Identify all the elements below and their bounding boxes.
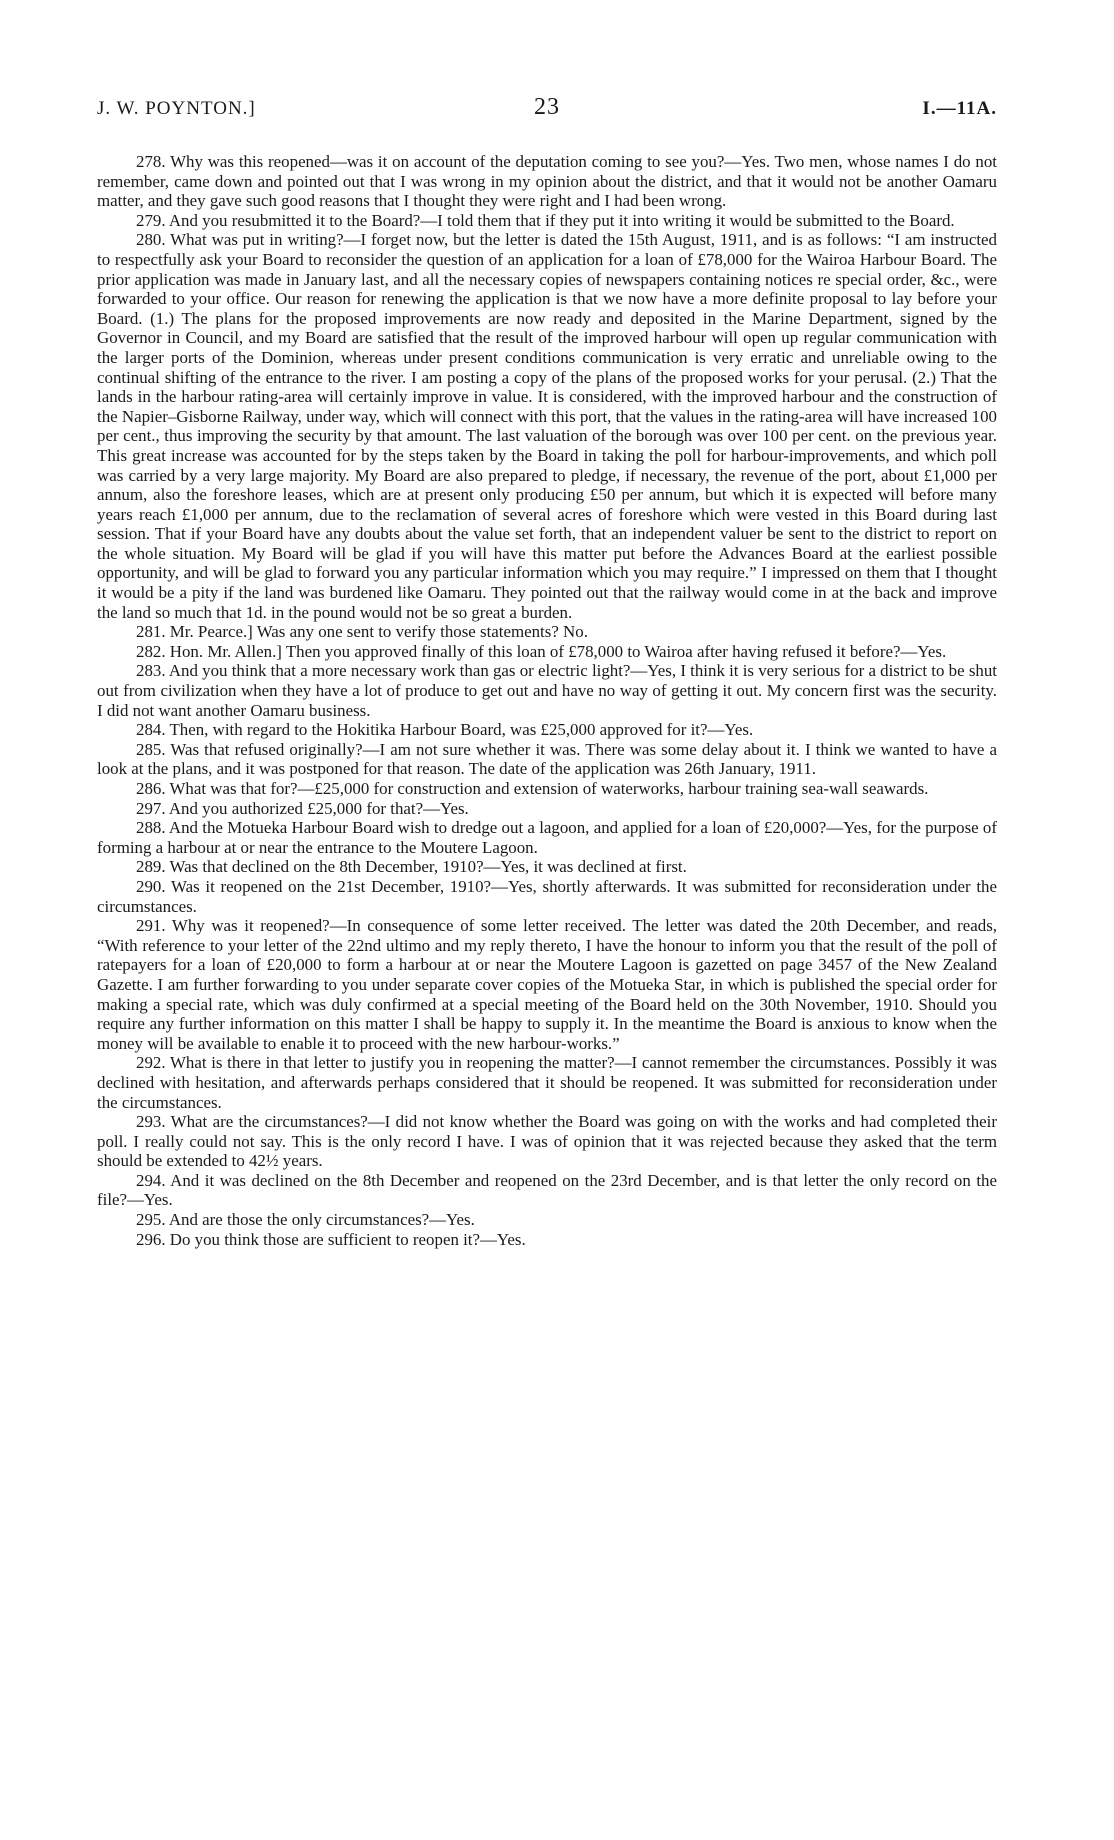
paragraph-284: 284. Then, with regard to the Hokitika Harbour Board, was £25,000 approved for it?—Yes. xyxy=(136,720,754,740)
paragraph-289: 289. Was that declined on the 8th December, 1910?—Yes, it was declined at first. xyxy=(136,857,687,877)
document-reference: I.—11A. xyxy=(922,98,997,119)
paragraph-296: 296. Do you think those are sufficient to reopen it?—Yes. xyxy=(136,1229,526,1249)
header-witness-name: J. W. POYNTON.] xyxy=(97,98,256,119)
paragraph-297: 297. And you authorized £25,000 for that?—Yes. xyxy=(136,798,469,818)
paragraph-283: 283. And you think that a more necessary work than gas or electric light?—Yes, I think it is very serious for a district to be shut out from civilization when they have a lot of produce to get out and have no way of getting it out. My concern first was the security. I did not want another Oamaru business. xyxy=(97,661,997,720)
paragraph-294: 294. And it was declined on the 8th December and reopened on the 23rd December, and is that letter the only record on the file?—Yes. xyxy=(97,1170,997,1210)
paragraph-292: 292. What is there in that letter to justify you in reopening the matter?—I cannot remember the circumstances. Possibly it was declined with hesitation, and afterwards perhaps considered that it should be reopened. It was submitted for reconsideration under the circumstances. xyxy=(97,1053,997,1112)
paragraph-282: 282. Hon. Mr. Allen.] Then you approved finally of this loan of £78,000 to Wairoa after having refused it before?—Yes. xyxy=(136,641,947,661)
paragraph-280: 280. What was put in writing?—I forget now, but the letter is dated the 15th August, 1911, and is as follows: “I am instructed to respectfully ask your Board to reconsider the question of an application for a loan of £78,000 for the Wairoa Harbour Board. The prior application was made in January last, and all the necessary copies of newspapers containing notices re special order, &c., were forwarded to your office. Our reason for renewing the application is that we now have a more definite proposal to lay before your Board. (1.) The plans for the proposed improvements are now ready and deposited in the Marine Department, signed by the Governor in Council, and my Board are satisfied that the result of the improved harbour will open up regular communication with the larger ports of the Dominion, whereas under present conditions communication is very erratic and unreliable owing to the continual shifting of the entrance to the river. I am posting a copy of the plans of the proposed works for your perusal. (2.) That the lands in the harbour rating-area will certainly improve in value. It is considered, with the improved harbour and the construction of the Napier–Gisborne Railway, under way, which will connect with this port, that the values in the rating-area will have increased 100 per cent., thus improving the security by that amount. The last valuation of the borough was over 100 per cent. on the previous year. This great increase was accounted for by the steps taken by the Board in taking the poll for harbour-improvements, and which poll was carried by a very large majority. My Board are also prepared to pledge, if necessary, the revenue of the port, about £1,000 per annum, also the foreshore leases, which are at present only producing £50 per annum, but which it is expected will before many years reach £1,000 per annum, due to the reclamation of several acres of foreshore which were vested in this Board during last session. That if your Board have any doubts about the value set forth, that an independent valuer be sent to the district to report on the whole situation. My Board will be glad if you will have this matter put before the Advances Board at the earliest possible opportunity, and will be glad to forward you any particular information which you may require.” I impressed on them that I thought it would be a pity if the land was burdened like Oamaru. They pointed out that the railway would come in at the back and improve the land so much that 1d. in the pound would not be so great a burden. xyxy=(97,230,997,622)
paragraph-290: 290. Was it reopened on the 21st December, 1910?—Yes, shortly afterwards. It was submitted for reconsideration under the circumstances. xyxy=(97,876,997,916)
paragraph-295: 295. And are those the only circumstances?—Yes. xyxy=(136,1210,475,1230)
paragraph-278: 278. Why was this reopened—was it on account of the deputation coming to see you?—Yes. Two men, whose names I do not remember, came down and pointed out that I was wrong in my opinion about the district, and that it would not be another Oamaru matter, and they gave such good reasons that I thought they were right and I had been wrong. xyxy=(97,152,997,211)
testimony-body xyxy=(97,152,997,1249)
paragraph-279: 279. And you resubmitted it to the Board?—I told them that if they put it into writing it would be submitted to the Board. xyxy=(136,210,955,230)
page-number: 23 xyxy=(534,94,560,120)
paragraph-286: 286. What was that for?—£25,000 for construction and extension of waterworks, harbour training sea-wall seawards. xyxy=(136,779,929,798)
page-header xyxy=(97,94,997,138)
paragraph-291: 291. Why was it reopened?—In consequence of some letter received. The letter was dated the 20th December, and reads, “With reference to your letter of the 22nd ultimo and my reply thereto, I have the honour to inform you that the result of the poll of ratepayers for a loan of £20,000 to form a harbour at or near the Moutere Lagoon is gazetted on page 3457 of the New Zealand Gazette. I am further forwarding to you under separate cover copies of the Motueka Star, in which is published the special order for making a special rate, which was duly confirmed at a special meeting of the Board held on the 30th November, 1910. Should you require any further information on this matter I shall be happy to supply it. In the meantime the Board is anxious to know when the money will be available to enable it to proceed with the new harbour-works.” xyxy=(97,916,997,1053)
paragraph-285: 285. Was that refused originally?—I am not sure whether it was. There was some delay about it. I think we wanted to have a look at the plans, and it was postponed for that reason. The date of the application was 26th January, 1911. xyxy=(97,739,997,779)
paragraph-281: 281. Mr. Pearce.] Was any one sent to verify those statements? No. xyxy=(136,622,588,642)
paragraph-288: 288. And the Motueka Harbour Board wish to dredge out a lagoon, and applied for a loan of £20,000?—Yes, for the purpose of forming a harbour at or near the entrance to the Moutere Lagoon. xyxy=(97,818,997,857)
paragraph-293: 293. What are the circumstances?—I did not know whether the Board was going on with the works and had completed their poll. I really could not say. This is the only record I have. I was of opinion that it was rejected because they asked that the term should be extended to 42½ years. xyxy=(97,1112,997,1171)
